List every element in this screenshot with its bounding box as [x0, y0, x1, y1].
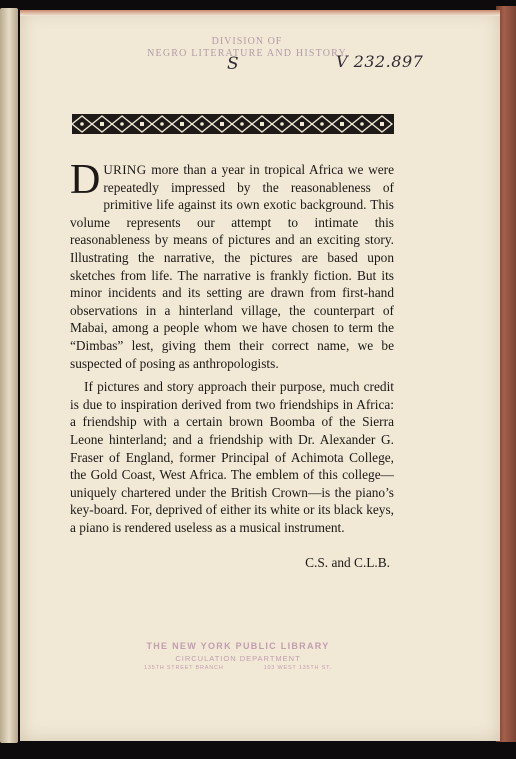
stamp-bottom-line1: THE NEW YORK PUBLIC LIBRARY	[146, 641, 330, 651]
page-top-edge	[20, 10, 500, 16]
author-signature: C.S. and C.L.B.	[305, 555, 390, 570]
stamp-top-line2: NEGRO LITERATURE AND HISTORY	[147, 48, 347, 59]
drop-cap: D	[70, 157, 101, 203]
book-page	[20, 10, 500, 741]
stamp-bottom-line2: CIRCULATION DEPARTMENT	[175, 654, 301, 663]
book-cover-left-edge	[0, 8, 18, 743]
handwritten-accession-number: V 232.897	[336, 52, 424, 71]
stamp-branch-address: 103 WEST 135TH ST.	[263, 665, 332, 671]
library-stamp-top	[132, 36, 362, 60]
first-word-smallcaps: URING	[103, 162, 147, 177]
stamp-branch-name: 135TH STREET BRANCH	[144, 665, 224, 671]
stamp-bottom-line3	[138, 664, 338, 673]
handwritten-mark: S	[227, 54, 239, 74]
preface-text	[70, 157, 394, 536]
stamp-top-line1: DIVISION OF	[211, 36, 283, 47]
library-stamp-bottom	[138, 640, 338, 673]
paragraph-2: If pictures and story approach their purpose, much credit is due to inspiration derived from two friendships in Africa: a friendship with a certain brown Boomba of the Sierra Leone hinterland; and a friendship with Dr. Alexander G. Fraser of England, former Principal of Achimota College, the Gold Coast, West Africa. The emblem of this college—uniquely chartered under the British Crown—is the piano’s key-board. For, deprived of either its white or its black keys, a piano is rendered useless as a musical instrument.	[70, 379, 394, 535]
paragraph-1	[70, 157, 394, 372]
decorative-ornament-band	[72, 114, 394, 134]
paragraph-1-text: more than a year in tropical Africa we were repeatedly impressed by the reasonableness of primitive life against its own exotic background. This volume represents our attempt to intimate this reasonableness by means of pictures and an exciting story. Illustrating the narrative, the pictures are based upon sketches from life. The narrative is frankly fiction. But its minor incidents and its setting are drawn from first-hand observations in a hinterland village, the counterpart of Mabai, among a people whom we have chosen to term the “Dimbas” lest, giving them their correct name, we be suspected of posing as anthropologists.	[70, 162, 394, 371]
